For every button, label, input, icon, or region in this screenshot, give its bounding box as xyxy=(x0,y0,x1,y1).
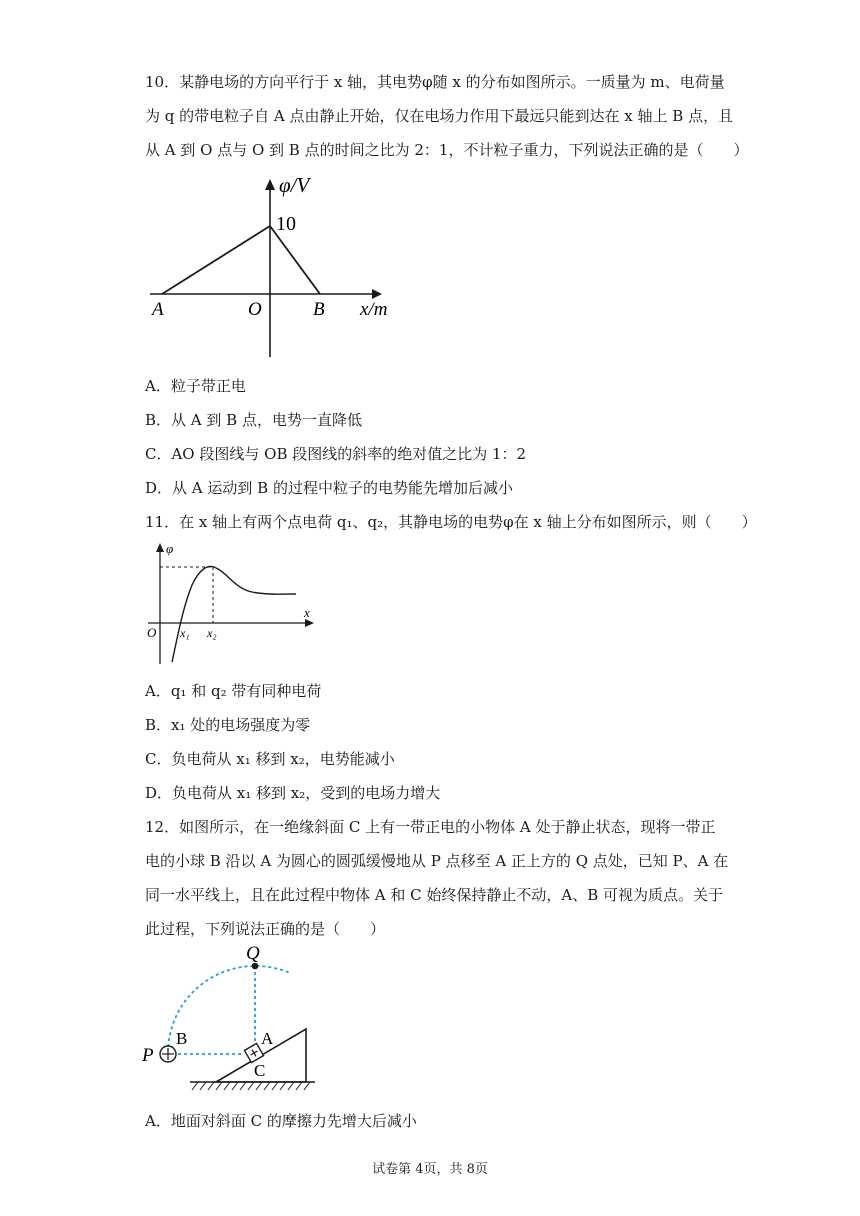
q10-stem-line-1: 10．某静电场的方向平行于 x 轴，其电势φ随 x 的分布如图所示。一质量为 m、电荷量 xyxy=(145,73,725,91)
q12-label-a: A xyxy=(261,1029,274,1048)
q10-line-ao xyxy=(162,226,270,294)
q10-point-b: B xyxy=(313,299,325,320)
q12-ball-b xyxy=(160,1046,176,1062)
q10-option-b: B．从 A 到 B 点，电势一直降低 xyxy=(145,411,362,429)
q11-x2-label: x₂ xyxy=(207,626,217,640)
page-footer: 试卷第 4页，共 8页 xyxy=(372,1162,488,1177)
q11-x-axis-label: x xyxy=(304,605,310,620)
q12-stem-line-4: 此过程，下列说法正确的是（ ） xyxy=(145,920,386,938)
q11-origin: O xyxy=(147,625,157,640)
q12-label-b: B xyxy=(176,1029,188,1048)
q12-stem-line-2: 电的小球 B 沿以 A 为圆心的圆弧缓慢地从 P 点移至 A 正上方的 Q 点处，已知 P、A 在 xyxy=(145,852,729,870)
q10-option-d: D．从 A 运动到 B 的过程中粒子的电势能先增加后减小 xyxy=(145,479,513,497)
q12-stem-line-1: 12．如图所示，在一绝缘斜面 C 上有一带正电的小物体 A 处于静止状态，现将一带正 xyxy=(145,818,716,836)
q10-option-c: C．AO 段图线与 OB 段图线的斜率的绝对值之比为 1：2 xyxy=(145,445,527,463)
q10-stem-line-2: 为 q 的带电粒子自 A 点由静止开始，仅在电场力作用下最远只能到达在 x 轴上 B 点，且 xyxy=(145,107,734,125)
q11-option-c: C．负电荷从 x₁ 移到 x₂，电势能减小 xyxy=(145,750,395,768)
q11-stem-line-1: 11．在 x 轴上有两个点电荷 q₁、q₂，其静电场的电势φ在 x 轴上分布如图所示，则（ ） xyxy=(145,513,757,531)
q12-incline-diagram xyxy=(140,940,325,1100)
q10-y-axis-label: φ/V xyxy=(279,173,310,197)
q11-option-b: B．x₁ 处的电场强度为零 xyxy=(145,716,311,734)
q11-phi-curve xyxy=(172,566,296,662)
q12-label-c: C xyxy=(254,1061,266,1080)
q10-line-ob xyxy=(270,226,320,294)
q10-stem-line-3: 从 A 到 O 点与 O 到 B 点的时间之比为 2：1，不计粒子重力，下列说法正确的是（ ） xyxy=(145,141,749,159)
q10-x-axis-label: x/m xyxy=(360,299,388,320)
q10-peak-value: 10 xyxy=(276,213,296,235)
q10-option-a: A．粒子带正电 xyxy=(145,377,246,395)
q11-potential-curve xyxy=(142,540,327,670)
q11-y-axis-label: φ xyxy=(166,541,174,556)
q11-option-d: D．负电荷从 x₁ 移到 x₂，受到的电场力增大 xyxy=(145,784,441,802)
q11-option-a: A．q₁ 和 q₂ 带有同种电荷 xyxy=(145,682,322,700)
q12-label-p: P xyxy=(142,1045,154,1066)
q10-point-o: O xyxy=(248,299,262,320)
q10-potential-graph xyxy=(140,172,420,367)
q11-x1-label: x₁ xyxy=(180,626,190,640)
q12-stem-line-3: 同一水平线上，且在此过程中物体 A 和 C 始终保持静止不动，A、B 可视为质点。关于 xyxy=(145,886,724,904)
q12-option-a: A．地面对斜面 C 的摩擦力先增大后减小 xyxy=(145,1112,417,1130)
q10-point-a: A xyxy=(152,299,164,320)
q12-label-q: Q xyxy=(246,943,260,964)
